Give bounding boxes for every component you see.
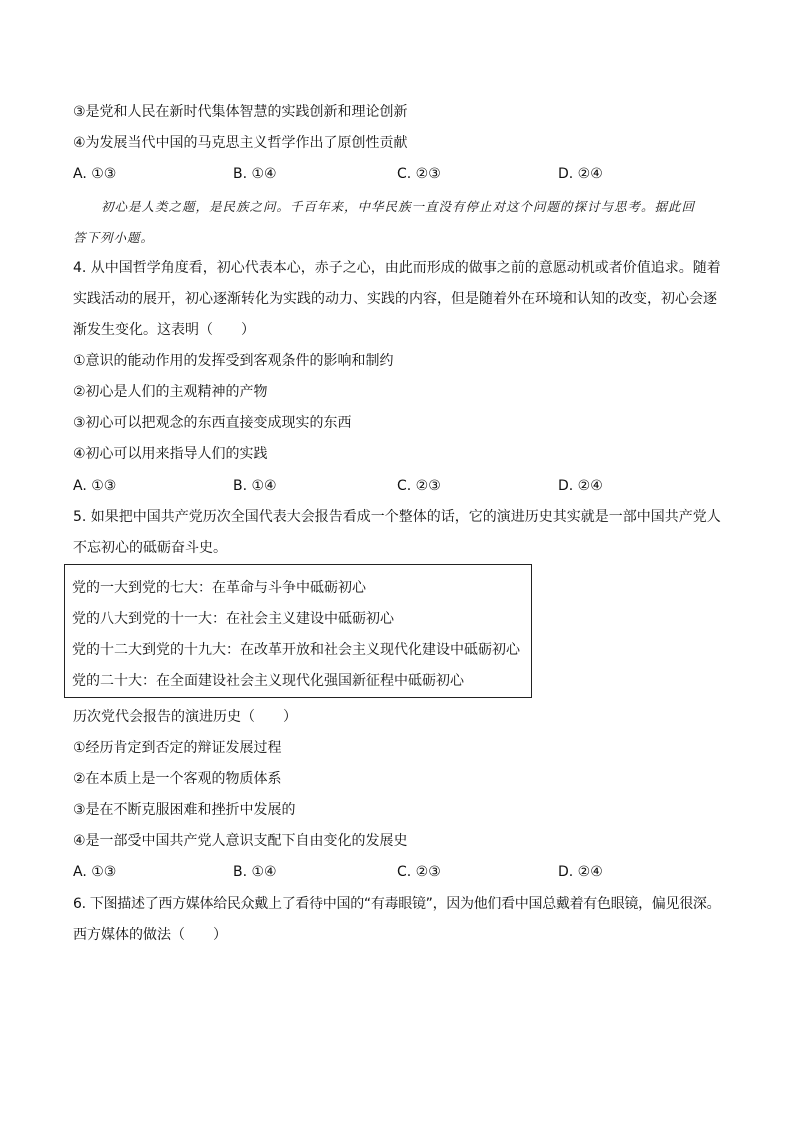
- q5-question: 历次党代会报告的演进历史（ ）: [73, 709, 297, 725]
- q5-option-b[interactable]: B. ①④: [233, 864, 277, 880]
- q6-stem-line-1: 6. 下图描述了西方媒体给民众戴上了看待中国的“有毒眼镜”，因为他们看中国总戴着有色眼镜，偏见很深。: [73, 896, 721, 912]
- q4-stem-line-1: 4. 从中国哲学角度看，初心代表本心，赤子之心，由此而形成的做事之前的意愿动机或者价值追求。随着: [73, 260, 721, 276]
- q5-statement-1: ①经历肯定到否定的辩证发展过程: [73, 740, 282, 756]
- q3-option-a[interactable]: A. ①③: [73, 166, 117, 182]
- q5-box-line-2: 党的八大到党的十一大：在社会主义建设中砥砺初心: [72, 611, 394, 627]
- q4-option-c[interactable]: C. ②③: [397, 478, 441, 494]
- q5-statement-4: ④是一部受中国共产党人意识支配下自由变化的发展史: [73, 833, 408, 849]
- q5-box-line-3: 党的十二大到党的十九大：在改革开放和社会主义现代化建设中砥砺初心: [72, 642, 520, 658]
- q3-option-b[interactable]: B. ①④: [233, 166, 277, 182]
- q5-material-box: [64, 564, 532, 698]
- q5-box-line-1: 党的一大到党的七大：在革命与斗争中砥砺初心: [72, 580, 366, 596]
- q3-option-d[interactable]: D. ②④: [558, 166, 603, 182]
- q4-statement-1: ①意识的能动作用的发挥受到客观条件的影响和制约: [73, 353, 394, 369]
- q5-option-c[interactable]: C. ②③: [397, 864, 441, 880]
- q4-stem-line-2: 实践活动的展开，初心逐渐转化为实践的动力、实践的内容，但是随着外在环境和认知的改变，初心会逐: [73, 291, 717, 307]
- q3-statement-4: ④为发展当代中国的马克思主义哲学作出了原创性贡献: [73, 135, 408, 151]
- q5-stem-line-2: 不忘初心的砥砺奋斗史。: [73, 540, 227, 556]
- q5-box-line-4: 党的二十大：在全面建设社会主义现代化强国新征程中砥砺初心: [72, 673, 464, 689]
- passage-line-2: 答下列小题。: [73, 230, 155, 245]
- q5-option-d[interactable]: D. ②④: [558, 864, 603, 880]
- q4-statement-3: ③初心可以把观念的东西直接变成现实的东西: [73, 415, 352, 431]
- q4-option-d[interactable]: D. ②④: [558, 478, 603, 494]
- q3-statement-3: ③是党和人民在新时代集体智慧的实践创新和理论创新: [73, 104, 408, 120]
- q5-option-a[interactable]: A. ①③: [73, 864, 117, 880]
- q5-statement-2: ②在本质上是一个客观的物质体系: [73, 771, 282, 787]
- q6-stem-line-2: 西方媒体的做法（ ）: [73, 927, 227, 943]
- q5-statement-3: ③是在不断克服困难和挫折中发展的: [73, 802, 296, 818]
- q4-stem-line-3: 渐发生变化。这表明（ ）: [73, 322, 255, 338]
- q4-option-b[interactable]: B. ①④: [233, 478, 277, 494]
- q4-statement-2: ②初心是人们的主观精神的产物: [73, 384, 268, 400]
- q3-option-c[interactable]: C. ②③: [397, 166, 441, 182]
- q5-stem-line-1: 5. 如果把中国共产党历次全国代表大会报告看成一个整体的话，它的演进历史其实就是一部中国共产党人: [73, 509, 721, 525]
- q4-option-a[interactable]: A. ①③: [73, 478, 117, 494]
- passage-line-1: 初心是人类之题，是民族之问。千百年来，中华民族一直没有停止对这个问题的探讨与思考。据此回: [101, 199, 696, 214]
- q4-statement-4: ④初心可以用来指导人们的实践: [73, 446, 268, 462]
